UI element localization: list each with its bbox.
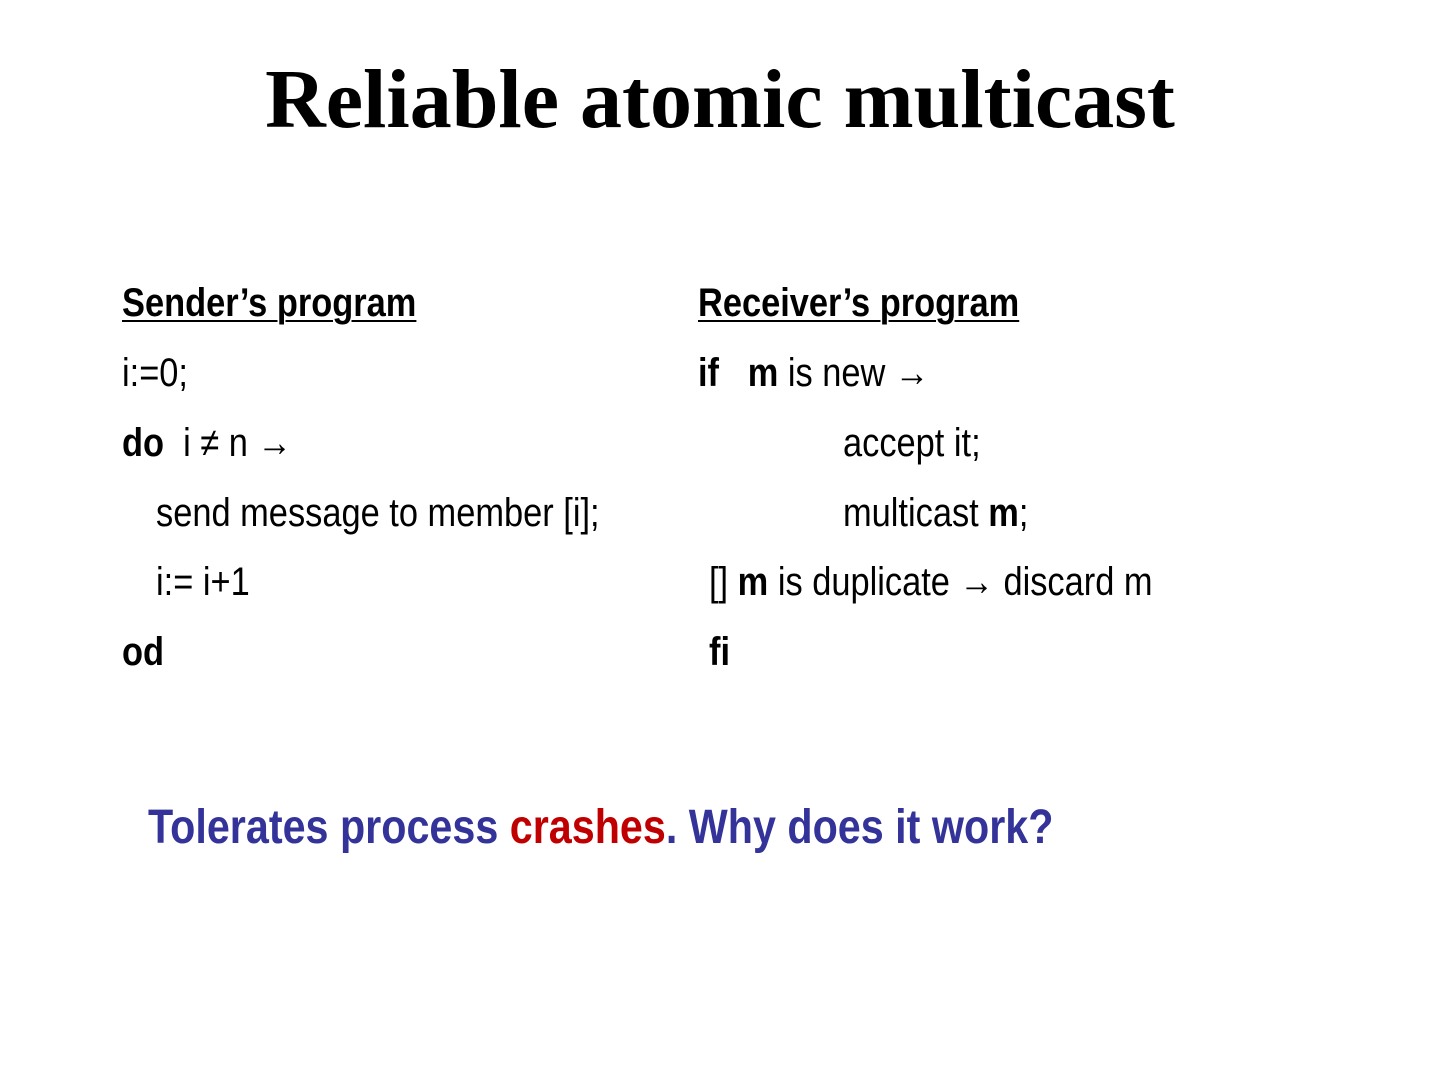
receiver-line-accept: accept it; — [843, 421, 981, 465]
multicast-text: multicast — [843, 491, 989, 535]
receiver-line-multicast — [843, 488, 1028, 538]
receiver-program-heading: Receiver’s program — [698, 281, 1020, 325]
keyword-do: do — [122, 421, 165, 465]
receiver-line-duplicate — [709, 557, 1153, 607]
variable-m: m — [988, 491, 1019, 535]
sender-line-send: send message to member [i]; — [156, 491, 600, 535]
footer-question — [148, 800, 1053, 856]
semicolon: ; — [1018, 491, 1029, 535]
page-title: Reliable atomic multicast — [265, 53, 1175, 146]
guard-separator: [] — [709, 560, 738, 604]
keyword-fi: fi — [709, 630, 731, 674]
receiver-line-if — [698, 348, 929, 398]
keyword-od: od — [122, 630, 165, 674]
footer-highlight-crashes: crashes — [509, 801, 666, 854]
receiver-if-condition: is new → — [778, 351, 930, 395]
keyword-if: if — [698, 351, 720, 395]
sender-loop-condition: i ≠ n → — [164, 421, 292, 465]
sender-line-do — [122, 418, 292, 468]
footer-text-end: . Why does it work? — [665, 801, 1054, 854]
footer-text-start: Tolerates process — [148, 801, 510, 854]
duplicate-condition: is duplicate → discard m — [768, 560, 1153, 604]
variable-m: m — [737, 560, 769, 604]
sender-line-init: i:=0; — [122, 351, 188, 395]
sender-program-heading: Sender’s program — [122, 281, 417, 325]
sender-line-increment: i:= i+1 — [156, 560, 250, 604]
variable-m: m — [747, 351, 779, 395]
